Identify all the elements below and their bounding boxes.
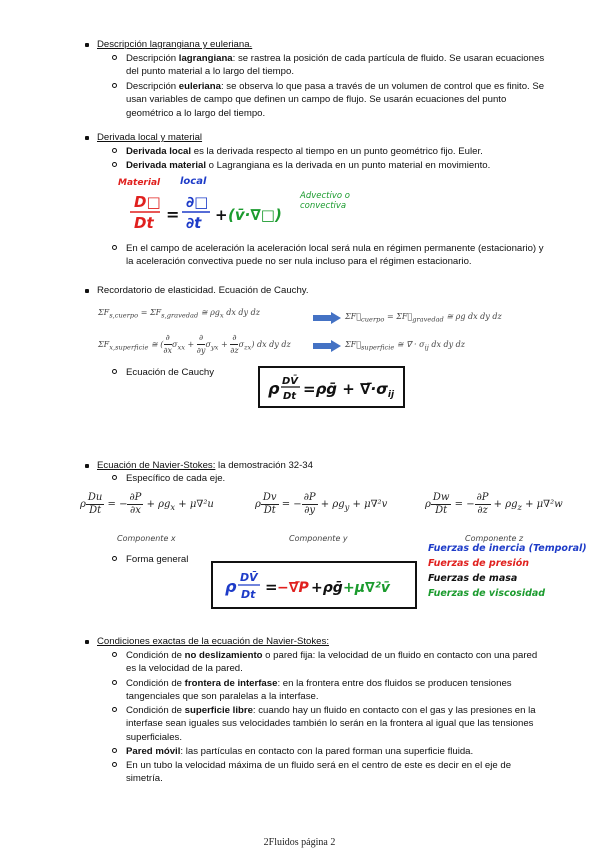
list-item: En un tubo la velocidad máxima de un fluido será en el centro de este es decir en el eje de simetría. [126, 759, 546, 786]
svg-text:−∇̄P: −∇̄P [277, 580, 309, 596]
right-arrow-icon [313, 312, 341, 324]
right-arrow-icon [313, 340, 341, 352]
svg-text:∂□: ∂□ [186, 193, 209, 211]
list-item: Condición de superficie libre: cuando hay un fluido en contacto con el gas y las presiones en la interfase sean iguales sus velocidades también lo serán en la frontera al igual que las tensiones superficiales. [126, 704, 546, 744]
section-title: Ecuación de Navier-Stokes: [97, 460, 216, 471]
list-item: Forma general [126, 553, 546, 566]
svg-text:Dt: Dt [283, 391, 297, 402]
navier-stokes-general-equation [213, 563, 415, 607]
forces-legend [428, 541, 587, 601]
navier-stokes-general-box [211, 561, 417, 609]
section-title: Condiciones exactas de la ecuación de Navier-Stokes: [97, 636, 329, 647]
sum-forces-row-1: $\Sigma F_{s,cuerpo} = \Sigma F_{s,gravedad}$ ≅ $\rho g_x$ dx dy dz [98, 308, 260, 320]
sum-forces-vector-1: $\Sigma F⃗_{cuerpo}$ = $\Sigma F⃗_{gravedad}$ ≅ ρg dx dy dz [345, 312, 502, 324]
cauchy-equation-box [258, 366, 405, 408]
svg-text:Dt: Dt [134, 214, 154, 232]
list-item: Descripción lagrangiana: se rastrea la posición de cada partícula de fluido. Se usaran ecuaciones del punto material a lo largo del tiempo. [126, 52, 546, 79]
section-title: Descripción lagrangiana y euleriana. [97, 39, 253, 50]
svg-text:=ρḡ + ∇̄·σij: =ρḡ + $\nablā\cdot\sigma_{ij}$ [303, 380, 395, 400]
list-item: Ecuación de Cauchy [126, 366, 546, 379]
svg-text:(v̄·∇□): (v̄·∇□) [228, 206, 282, 224]
svg-text:DV̄: DV̄ [282, 376, 299, 387]
section-cauchy [97, 284, 309, 297]
svg-text:=: = [166, 205, 180, 224]
list-item: Descripción euleriana: se observa lo que pasa a través de un volumen de control que es finito. Se usan variables de campo que definen un campo de flujo. Se usarán ecuaciones del punto geométrico a lo largo del tiempo. [126, 80, 546, 120]
caption-y: Componente y [289, 534, 348, 543]
svg-text:+μ∇²v̄: +μ∇²v̄ [343, 580, 391, 596]
sum-forces-row-2: $\Sigma F_{x,superficie}$ ≅ ( $\frac{\partial}{\partial x}$ $\sigma_{xx}$ + $\frac{\partial}{\partial y}$ $\sigma_{yx}$ + $\frac{\partial}{\partial z}$ $\sigma_{zx}$) dx dy dz [98, 333, 291, 355]
section-derivada [97, 131, 202, 144]
cauchy-equation [260, 368, 403, 406]
list-item: Específico de cada eje. [126, 472, 546, 485]
caption-z: Componente z [465, 534, 524, 543]
legend-viscosidad: Fuerzas de viscosidad [428, 588, 546, 599]
ns-y-equation: ρ $\frac{Dv}{Dt}$ = − $\frac{\partial P}{\partial y}$ + $\rho g_y + \mu\nabla^2v$ [255, 492, 388, 516]
ns-x-equation: ρ $\frac{Du}{Dt}$ = − $\frac{\partial P}{\partial x}$ + $\rho g_x + \mu\nabla^2u$ [80, 492, 214, 516]
legend-presion: Fuerzas de presión [428, 558, 530, 569]
section-lagrangiana-euleriana [97, 38, 252, 51]
bullet [85, 43, 89, 47]
svg-text:Dt: Dt [241, 588, 256, 601]
list-item: Derivada local es la derivada respecto al tiempo en un punto geométrico fijo. Euler. [126, 145, 546, 158]
svg-text:∂t: ∂t [186, 214, 202, 232]
ns-z-equation: ρ $\frac{Dw}{Dt}$ = − $\frac{\partial P}{\partial z}$ + $\rho g_z + \mu\nabla^2w$ [425, 492, 563, 516]
legend-masa: Fuerzas de masa [428, 573, 518, 584]
svg-text:=: = [265, 578, 278, 596]
list-item: En el campo de aceleración la aceleración local será nula en régimen permanente (estacionario) y la aceleración convectiva puede no ser nula incluso para el régimen estacionario. [126, 242, 546, 269]
page-footer: 2Fluidos página 2 [263, 837, 336, 848]
section-title: Derivada local y material [97, 132, 203, 143]
legend-inercia: Fuerzas de inercia (Temporal) [428, 543, 587, 554]
list-item: Derivada material o Lagrangiana es la derivada en un punto material en movimiento. [126, 159, 546, 172]
section-navier-stokes: Ecuación de Navier-Stokes: la demostración 32-34 [97, 459, 313, 472]
svg-text:+: + [215, 206, 228, 224]
svg-text:+ρḡ: +ρḡ [311, 580, 343, 596]
sum-forces-vector-2: $\Sigma F⃗_{superficie}$ ≅ ∇⃗ · $\sigma_{ij}$ dx dy dz [345, 340, 466, 352]
list-item: Pared móvil: las partículas en contacto con la pared forman una superficie fluida. [126, 745, 546, 758]
material-derivative-handwritten: Material local D□ Dt = ∂□ ∂t + (v̄·∇□) Advectivo o convectiva [118, 175, 378, 233]
svg-text:ρ: ρ [268, 379, 280, 398]
list-item: Condición de no deslizamiento o pared fija: la velocidad de un fluido en contacto con una pared es la velocidad de la pared. [126, 649, 546, 676]
caption-x: Componente x [117, 534, 176, 543]
svg-text:D□: D□ [134, 193, 161, 211]
svg-text:DV̄: DV̄ [240, 571, 258, 584]
section-condiciones [97, 635, 329, 648]
section-title: Recordatorio de elasticidad. Ecuación de Cauchy. [97, 285, 309, 296]
list-item: Condición de frontera de interfase: en la frontera entre dos fluidos se producen tensiones tangenciales que son paralelas a la interfase. [126, 677, 546, 704]
svg-text:ρ: ρ [225, 577, 237, 596]
